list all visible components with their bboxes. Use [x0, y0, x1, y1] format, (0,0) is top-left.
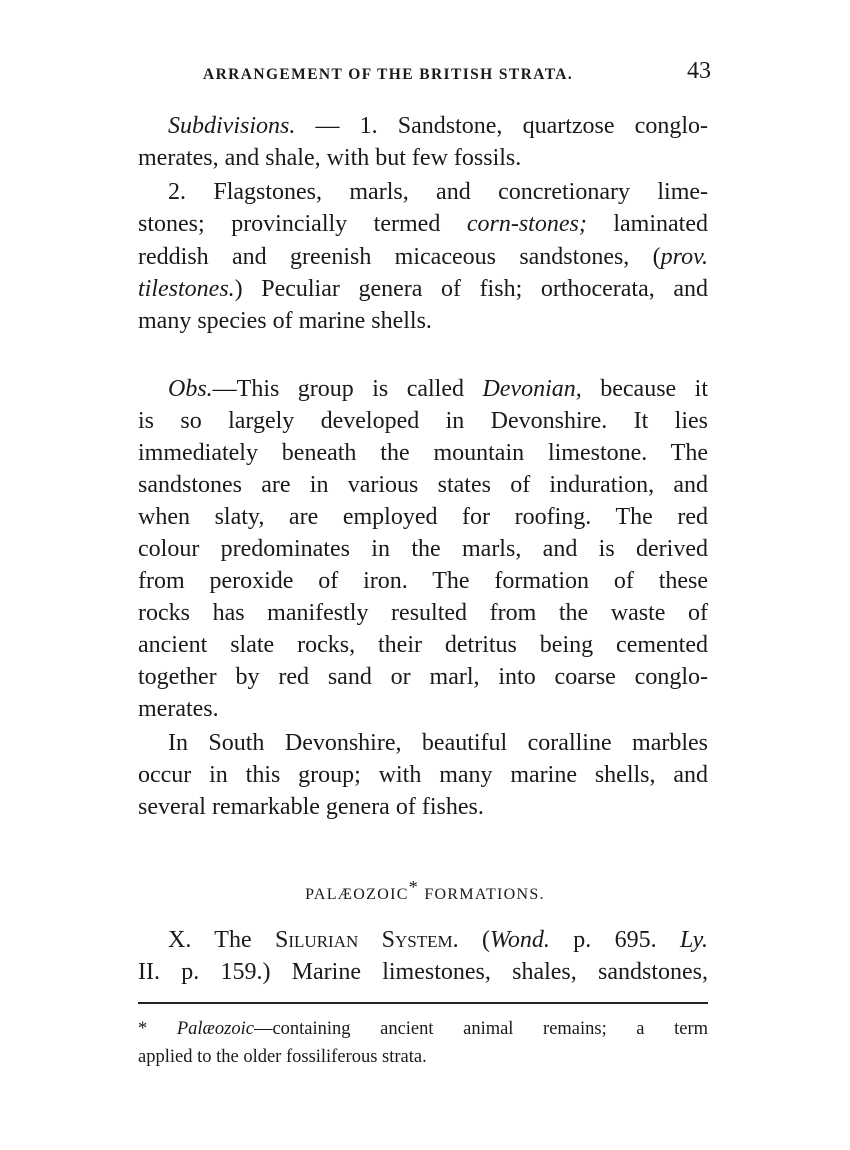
palaeozoic-term: Palæozoic	[176, 1019, 254, 1039]
subdivision-2-line-5: many species of marine shells.	[138, 308, 432, 334]
corn-stones-term: corn-stones;	[466, 211, 587, 237]
page-number: 43	[687, 58, 711, 84]
text-span: —containing ancient animal remains; a term	[253, 1019, 709, 1039]
ly-ref: Ly.	[680, 927, 709, 953]
obs-line: together by red sand or marl, into coarse conglo-	[138, 664, 708, 690]
subdivisions-line-2: merates, and shale, with but few fossils.	[138, 145, 522, 171]
subdivisions-label: Subdivisions.	[168, 113, 296, 139]
obs-line: from peroxide of iron. The formation of these	[138, 568, 708, 594]
text-span: reddish and greenish micaceous sandstones, (	[138, 244, 661, 270]
footnote-reference[interactable]: *	[408, 877, 420, 897]
section-heading	[0, 877, 850, 904]
text-span: (	[458, 927, 491, 953]
obs-line: when slaty, are employed for roofing. The red	[138, 504, 708, 530]
text-span: because it	[581, 376, 708, 402]
text-span: stones; provincially termed	[138, 211, 467, 237]
silurian-system-name: Silurian System.	[275, 927, 459, 953]
footnote-divider	[138, 1002, 708, 1004]
tilestones-term: tilestones.	[138, 276, 235, 302]
footnote-line-1	[138, 1016, 708, 1042]
subdivision-2-line-2	[138, 208, 708, 240]
text-span: p. 695.	[549, 927, 681, 953]
footnote-mark: *	[138, 1019, 177, 1039]
subdivision-2-line-1: 2. Flagstones, marls, and concretionary lime-	[168, 179, 708, 205]
text-span: ) Peculiar genera of fish; orthocerata, and	[234, 276, 708, 302]
obs-line: rocks has manifestly resulted from the waste of	[138, 600, 708, 626]
subdivisions-text: — 1. Sandstone, quartzose conglo-	[295, 113, 708, 139]
footnote-line-2: applied to the older fossiliferous strata.	[138, 1047, 427, 1067]
obs-line: colour predominates in the marls, and is derived	[138, 536, 708, 562]
obs-line: ancient slate rocks, their detritus being cemented	[138, 632, 708, 658]
running-title: ARRANGEMENT OF THE BRITISH STRATA.	[203, 66, 574, 83]
heading-text: PALÆOZOIC	[305, 886, 409, 903]
prov-term: prov.	[660, 244, 708, 270]
subdivisions-line-1	[168, 110, 708, 142]
silurian-line-2: II. p. 159.) Marine limestones, shales, sandstones,	[138, 959, 708, 985]
text-span: —This group is called	[212, 376, 483, 402]
text-span: laminated	[586, 211, 708, 237]
south-devon-line: several remarkable genera of fishes.	[138, 794, 484, 820]
south-devon-line: In South Devonshire, beautiful coralline marbles	[168, 730, 708, 756]
obs-line-1	[168, 373, 708, 405]
devonian-term: Devonian,	[482, 376, 582, 402]
obs-label: Obs.	[168, 376, 213, 402]
wond-ref: Wond.	[490, 927, 550, 953]
obs-line: is so largely developed in Devonshire. It lies	[138, 408, 708, 434]
subdivision-2-line-4	[138, 273, 708, 305]
south-devon-line: occur in this group; with many marine shells, and	[138, 762, 708, 788]
obs-line: sandstones are in various states of induration, and	[138, 472, 708, 498]
obs-line: immediately beneath the mountain limestone. The	[138, 440, 708, 466]
text-span: X. The	[168, 927, 276, 953]
silurian-line-1	[168, 924, 708, 956]
subdivision-2-line-3	[138, 241, 708, 273]
heading-text: FORMATIONS.	[419, 886, 545, 903]
running-header	[203, 60, 711, 90]
obs-line: merates.	[138, 696, 219, 722]
